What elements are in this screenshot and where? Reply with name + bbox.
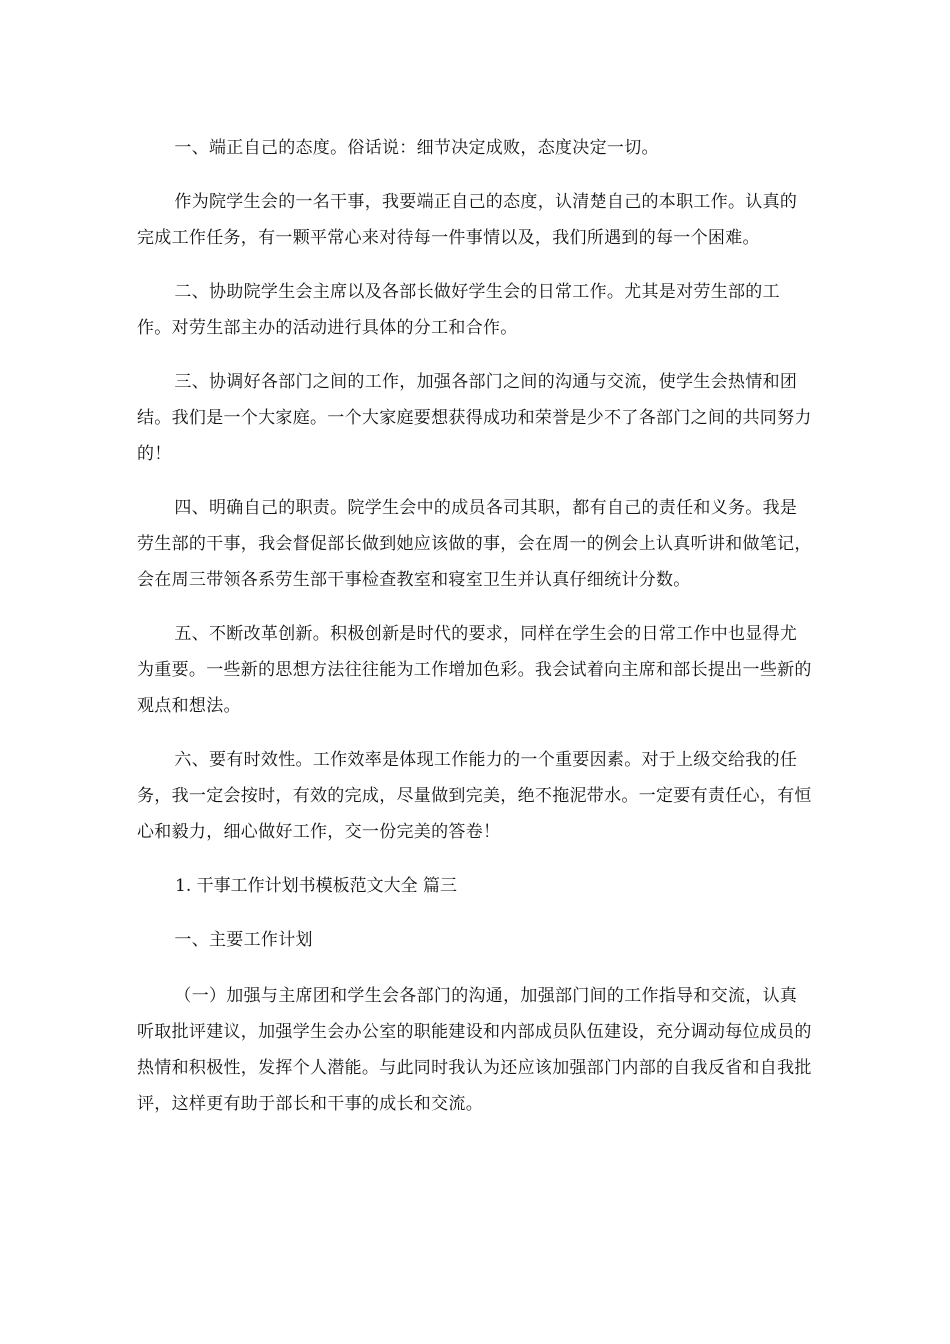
paragraph-innovation: 五、不断改革创新。积极创新是时代的要求，同样在学生会的日常工作中也显得尤为重要。一些新的思想方法往往能为工作增加色彩。我会试着向主席和部长提出一些新的观点和想法。 — [137, 624, 812, 716]
document-body — [137, 130, 813, 1122]
section-heading: 1. 干事工作计划书模板范文大全 篇三 — [175, 876, 458, 896]
paragraph-timeliness: 六、要有时效性。工作效率是体现工作能力的一个重要因素。对于上级交给我的任务，我一定会按时，有效的完成，尽量做到完美，绝不拖泥带水。一定要有责任心，有恒心和毅力，细心做好工作，交一份完美的答卷！ — [137, 750, 812, 842]
paragraph-assist: 二、协助院学生会主席以及各部长做好学生会的日常工作。尤其是对劳生部的工作。对劳生部主办的活动进行具体的分工和合作。 — [137, 282, 780, 338]
paragraph-attitude-title: 一、端正自己的态度。俗话说：细节决定成败，态度决定一切。 — [174, 138, 659, 158]
paragraph-coordinate: 三、协调好各部门之间的工作，加强各部门之间的沟通与交流，使学生会热情和团结。我们是一个大家庭。一个大家庭要想获得成功和荣誉是少不了各部门之间的共同努力的！ — [137, 372, 812, 464]
paragraph-work-plan: （一）加强与主席团和学生会各部门的沟通，加强部门间的工作指导和交流，认真听取批评建议，加强学生会办公室的职能建设和内部成员队伍建设，充分调动每位成员的热情和积极性，发挥个人潜能。与此同时我认为还应该加强部门内部的自我反省和自我批评，这样更有助于部长和干事的成长和交流。 — [137, 986, 812, 1114]
sub-heading: 一、主要工作计划 — [174, 930, 313, 950]
paragraph-attitude-body: 作为院学生会的一名干事，我要端正自己的态度，认清楚自己的本职工作。认真的完成工作任务，有一颗平常心来对待每一件事情以及，我们所遇到的每一个困难。 — [137, 192, 798, 248]
paragraph-duties: 四、明确自己的职责。院学生会中的成员各司其职，都有自己的责任和义务。我是劳生部的干事，我会督促部长做到她应该做的事，会在周一的例会上认真听讲和做笔记，会在周三带领各系劳生部干事检查教室和寝室卫生并认真仔细统计分数。 — [137, 498, 812, 590]
